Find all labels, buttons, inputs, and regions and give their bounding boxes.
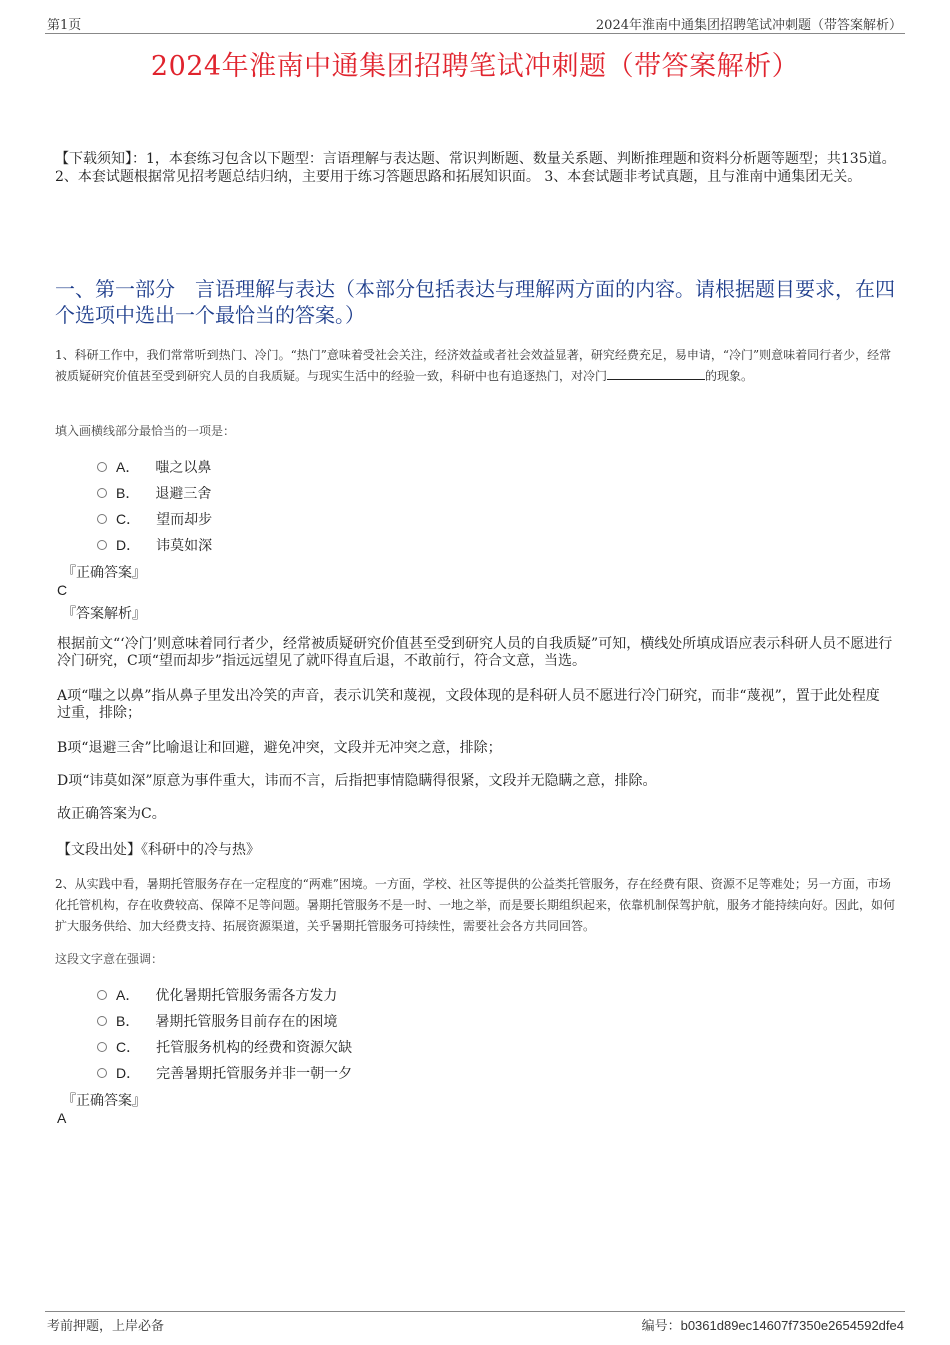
analysis-label: 『答案解析』	[62, 606, 146, 622]
question-2-option-a[interactable]: A． 优化暑期托管服务需各方发力	[97, 985, 337, 1005]
question-1-source: 【文段出处】《科研中的冷与热》	[57, 842, 260, 858]
question-1-option-c[interactable]: C． 望而却步	[97, 509, 212, 529]
document-title: 2024年淮南中通集团招聘笔试冲刺题（带答案解析）	[150, 51, 800, 82]
analysis-paragraph: 根据前文“‘冷门’则意味着同行者少，经常被质疑研究价值甚至受到研究人员的自我质疑”可知，横线处所填成语应表示科研人员不愿进行冷门研究，C项“望而却步”指远远望见了就吓得直后退，不敢前行，符合文意，当选。	[57, 636, 893, 669]
question-1-prompt: 填入画横线部分最恰当的一项是：	[55, 424, 236, 438]
correct-answer-label: 『正确答案』	[62, 565, 146, 581]
question-1-stem-text: 1、科研工作中，我们常常听到热门、冷门。“热门”意味着受社会关注，经济效益或者社会效益显著，研究经费充足，易申请，“冷门”则意味着同行者少，经常被质疑研究价值甚至受到研究人员的自我质疑。与现实生活中的经验一致，科研中也有追逐热门，对冷门	[55, 348, 892, 383]
question-1-answer: C	[57, 582, 68, 598]
footer-divider	[45, 1311, 905, 1312]
question-1-option-b[interactable]: B． 退避三舍	[97, 483, 211, 503]
question-1-stem	[55, 345, 900, 387]
footer-code-value: b0361d89ec14607f7350e2654592dfe4	[680, 1318, 904, 1333]
question-1-option-d[interactable]: D． 讳莫如深	[97, 535, 212, 555]
question-1-stem-end: 的现象。	[705, 369, 754, 383]
analysis-paragraph: D项“讳莫如深”原意为事件重大，讳而不言，后指把事情隐瞒得很紧，文段并无隐瞒之意，排除。	[57, 773, 657, 789]
question-1-option-a[interactable]: A． 嗤之以鼻	[97, 457, 211, 477]
question-2-option-b[interactable]: B． 暑期托管服务目前存在的困境	[97, 1011, 337, 1031]
question-2-prompt: 这段文字意在强调：	[55, 952, 164, 966]
question-2-option-d[interactable]: D． 完善暑期托管服务并非一朝一夕	[97, 1063, 352, 1083]
footer-code-label: 编号：	[641, 1319, 681, 1334]
header-doc-title: 2024年淮南中通集团招聘笔试冲刺题（带答案解析）	[595, 18, 902, 33]
download-notice: 【下载须知】：1，本套练习包含以下题型：言语理解与表达题、常识判断题、数量关系题、判断推理题和资料分析题等题型；共135道。 2、本套试题根据常见招考题总结归纳，主要用于练习答题思路和拓展知识面。 3、本套试题非考试真题，且与淮南中通集团无关。	[55, 151, 896, 185]
section-heading: 一、第一部分 言语理解与表达（本部分包括表达与理解两方面的内容。请根据题目要求，在四个选项中选出一个最恰当的答案。）	[55, 277, 895, 327]
analysis-paragraph: B项“退避三舍”比喻退让和回避，避免冲突，文段并无冲突之意，排除；	[57, 740, 502, 756]
footer-code	[642, 1315, 904, 1334]
radio-icon[interactable]	[97, 990, 107, 1000]
question-2-stem: 2、从实践中看，暑期托管服务存在一定程度的“两难”困境。一方面，学校、社区等提供的公益类托管服务，存在经费有限、资源不足等难处；另一方面，市场化托管机构，存在收费较高、保障不足等问题。暑期托管服务不是一时、一地之举，而是要长期组织起来，依靠机制保驾护航，服务才能持续向好。因此，如何扩大服务供给、加大经费支持、拓展资源渠道，关乎暑期托管服务可持续性，需要社会各方共同回答。	[55, 877, 896, 933]
radio-icon[interactable]	[97, 488, 107, 498]
question-2-option-c[interactable]: C． 托管服务机构的经费和资源欠缺	[97, 1037, 352, 1057]
page-number: 第1页	[47, 18, 82, 33]
fill-blank	[607, 367, 705, 380]
radio-icon[interactable]	[97, 1042, 107, 1052]
radio-icon[interactable]	[97, 514, 107, 524]
analysis-paragraph: 故正确答案为C。	[57, 806, 166, 822]
radio-icon[interactable]	[97, 1016, 107, 1026]
analysis-paragraph: A项“嗤之以鼻”指从鼻子里发出冷笑的声音，表示讥笑和蔑视，文段体现的是科研人员不愿进行冷门研究，而非“蔑视”，置于此处程度过重，排除；	[57, 688, 880, 721]
footer-slogan: 考前押题，上岸必备	[47, 1319, 165, 1334]
correct-answer-label: 『正确答案』	[62, 1093, 146, 1109]
radio-icon[interactable]	[97, 462, 107, 472]
header-divider	[45, 33, 905, 34]
radio-icon[interactable]	[97, 1068, 107, 1078]
radio-icon[interactable]	[97, 540, 107, 550]
question-2-answer: A	[57, 1110, 67, 1126]
